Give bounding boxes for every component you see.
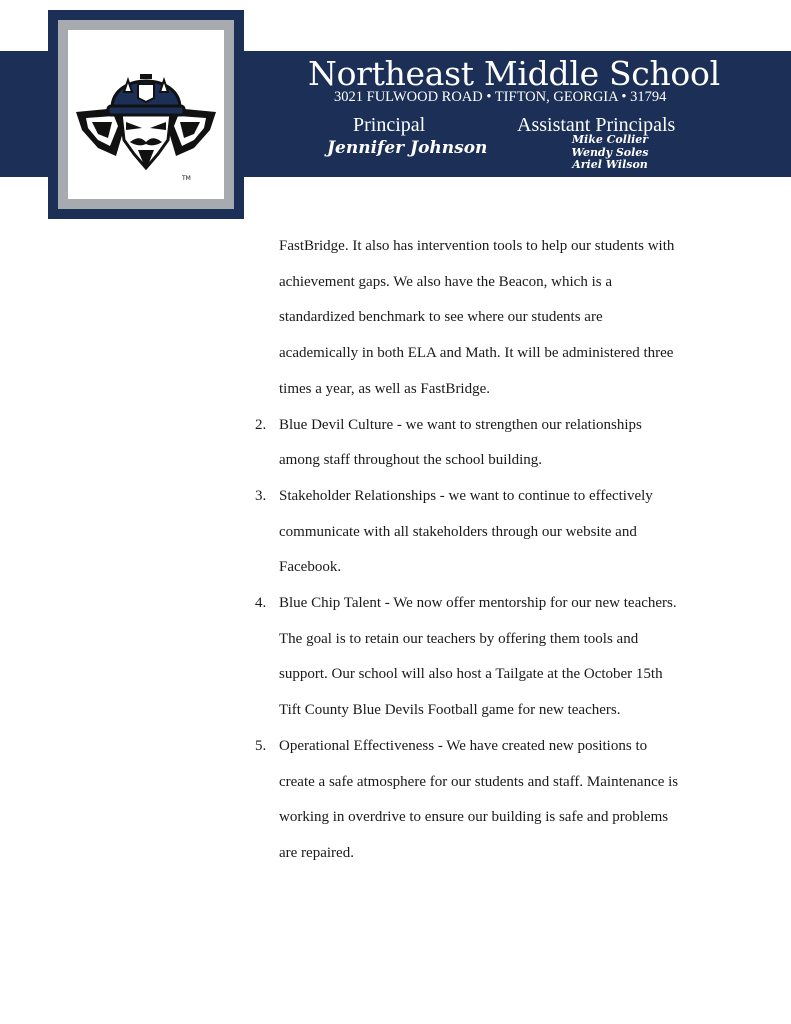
list-item-line: Stakeholder Relationships - we want to continue to effectively — [279, 487, 653, 504]
list-item-line: are repaired. — [279, 844, 354, 861]
assistant-principal-name: Wendy Soles — [571, 145, 649, 159]
list-item-line: among staff throughout the school building. — [279, 452, 543, 469]
logo-border — [58, 20, 234, 209]
list-number: 3. — [255, 487, 267, 504]
assistant-principal-name: Mike Collier — [571, 133, 649, 146]
list-item-line: communicate with all stakeholders through our website and — [279, 523, 637, 540]
assistant-principal-name: Ariel Wilson — [572, 158, 648, 171]
paragraph-line: FastBridge. It also has intervention tools to help our students with — [279, 238, 675, 254]
list-item-line: Facebook. — [279, 559, 342, 576]
list-item-line: The goal is to retain our teachers by offering them tools and — [279, 630, 639, 647]
letter-body — [255, 229, 725, 872]
list-number: 4. — [255, 595, 267, 612]
principal-name: Jennifer Johnson — [327, 138, 488, 158]
paragraph-line: standardized benchmark to see where our students are — [279, 309, 603, 326]
list-item-line: Tift County Blue Devils Football game for new teachers. — [279, 702, 621, 719]
assistant-principals-title: Assistant Principals — [517, 114, 676, 136]
list-item — [255, 729, 725, 872]
school-address: 3021 FULWOOD ROAD • TIFTON, GEORGIA • 31794 — [334, 89, 667, 105]
list-item-line: create a safe atmosphere for our students and staff. Maintenance is — [279, 773, 679, 790]
svg-text:TM: TM — [182, 175, 191, 182]
logo-frame — [48, 10, 244, 219]
assistant-principals-list — [560, 134, 660, 172]
list-item-line: Blue Chip Talent - We now offer mentorship for our new teachers. — [279, 595, 677, 612]
principal-title: Principal — [353, 114, 426, 136]
list-item-line: Operational Effectiveness - We have created new positions to — [279, 737, 648, 754]
list-item — [255, 408, 725, 479]
paragraph-line: achievement gaps. We also have the Beacon, which is a — [279, 273, 612, 290]
paragraph-line: times a year, as well as FastBridge. — [279, 380, 491, 397]
blue-devil-helmet-logo-icon — [68, 30, 224, 199]
list-number: 2. — [255, 416, 267, 433]
list-number: 5. — [255, 737, 267, 754]
paragraph-line: academically in both ELA and Math. It will be administered three — [279, 345, 674, 362]
list-item-line: Blue Devil Culture - we want to strengthen our relationships — [279, 416, 642, 433]
list-item-line: support. Our school will also host a Tailgate at the October 15th — [279, 666, 663, 683]
list-item-line: working in overdrive to ensure our building is safe and problems — [279, 809, 669, 826]
logo-panel — [68, 30, 224, 199]
school-name: Northeast Middle School — [308, 54, 720, 93]
list-item — [255, 479, 725, 586]
list-item — [255, 586, 725, 729]
